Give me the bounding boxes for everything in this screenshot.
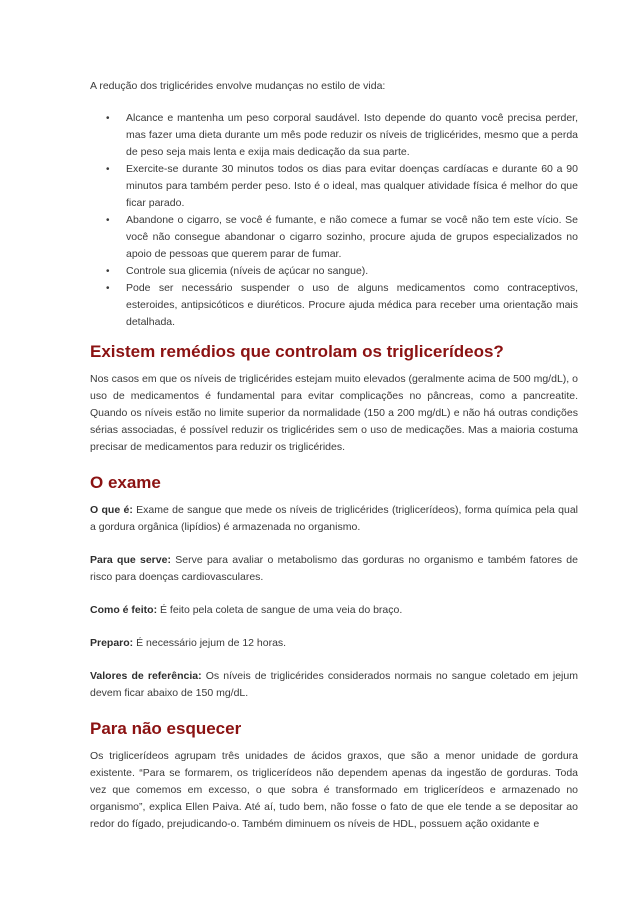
lifestyle-list [90,110,578,331]
bullet-icon: • [106,113,110,124]
exam-item-text: Serve para avaliar o metabolismo das gorduras no organismo e também fatores de risco para doenças cardiovasculares. [90,554,578,583]
list-item [90,263,578,280]
list-item [90,280,578,331]
exam-item-text: É feito pela coleta de sangue de uma veia do braço. [157,604,403,616]
section-heading-nao-esquecer: Para não esquecer [90,719,242,738]
list-item-text: Alcance e mantenha um peso corporal saudável. Isto depende do quanto você precisa perder, mas fazer uma dieta durante um mês pode reduzir os níveis de triglicérides, mesmo que a perda de peso seja mais lenta e exija mais dedicação da sua parte. [126,112,578,158]
exam-item-what [90,502,578,536]
exam-item-label: Como é feito: [90,604,158,616]
section-text-nao-esquecer: Os triglicerídeos agrupam três unidades de ácidos graxos, que são a menor unidade de gordura existente. “Para se formarem, os triglicerídeos não dependem apenas da ingestão de gorduras. Toda vez que comemos em excesso, o que sobra é transformado em triglicerídeos e armazenado no organismo”, explica Ellen Paiva. Até aí, tudo bem, não fosse o fato de que ele tende a se depositar ao redor do fígado, prejudicando-o. Também diminuem os níveis de HDL, possuem ação oxidante e [90,750,578,830]
bullet-icon: • [106,215,110,226]
list-item-text: Exercite-se durante 30 minutos todos os dias para evitar doenças cardíacas e durante 60 a 90 minutos para também perder peso. Isto é o ideal, mas qualquer atividade física é melhor do que ficar parado. [126,163,578,209]
exam-item-prep [90,635,578,652]
exam-item-reference [90,668,578,702]
bullet-icon: • [106,283,110,294]
list-item [90,161,578,212]
exam-item-how [90,602,578,619]
section-heading-exame: O exame [90,473,161,492]
exam-item-text: É necessário jejum de 12 horas. [133,637,287,649]
exam-item-text: Os níveis de triglicérides considerados normais no sangue coletado em jejum devem ficar abaixo de 150 mg/dL. [90,670,578,699]
intro-text: A redução dos triglicérides envolve mudanças no estilo de vida: [90,80,386,92]
list-item [90,212,578,263]
exam-item-label: Valores de referência: [90,670,202,682]
list-item [90,110,578,161]
exam-item-label: Preparo: [90,637,134,649]
list-item-text: Pode ser necessário suspender o uso de alguns medicamentos como contraceptivos, esteroides, antipsicóticos e diuréticos. Procure ajuda médica para receber uma orientação mais detalhada. [126,282,578,328]
bullet-icon: • [106,266,110,277]
bullet-icon: • [106,164,110,175]
section-heading-remedios: Existem remédios que controlam os triglicerídeos? [90,342,504,361]
exam-item-purpose [90,552,578,586]
section-text-remedios: Nos casos em que os níveis de triglicérides estejam muito elevados (geralmente acima de 500 mg/dL), o uso de medicamentos é fundamental para evitar complicações no pâncreas, como a pancreatite. Quando os níveis estão no limite superior da normalidade (150 a 200 mg/dL) e não há outras condições sérias associadas, é possível reduzir os triglicérides sem o uso de medicações. Mas a maioria costuma precisar de medicamentos para reduzir os triglicérides. [90,373,578,453]
exam-item-text: Exame de sangue que mede os níveis de triglicérides (triglicerídeos), forma química pela qual a gordura orgânica (lipídios) é armazenada no organismo. [90,504,578,533]
list-item-text: Abandone o cigarro, se você é fumante, e não comece a fumar se você não tem este vício. Se você não consegue abandonar o cigarro sozinho, procure ajuda de grupos especializados no apoio de pessoas que querem parar de fumar. [126,214,578,260]
list-item-text: Controle sua glicemia (níveis de açúcar no sangue). [126,265,369,277]
exam-item-label: O que é: [90,504,133,516]
exam-item-label: Para que serve: [90,554,171,566]
